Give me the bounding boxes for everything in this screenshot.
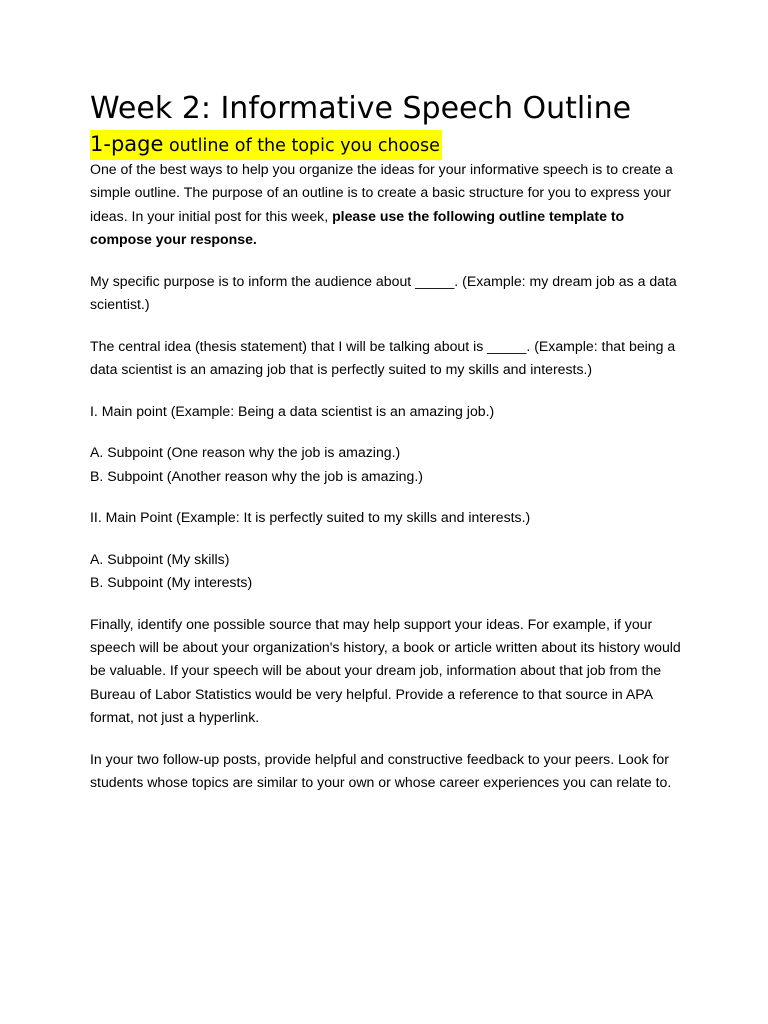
- spacer: [90, 595, 682, 613]
- page-title: Week 2: Informative Speech Outline: [90, 91, 632, 126]
- intro-paragraph: [90, 158, 682, 251]
- spacer: [90, 530, 682, 548]
- spacer: [90, 729, 682, 747]
- spacer: [90, 251, 682, 269]
- document-page: [90, 88, 682, 794]
- subpoint-2b: B. Subpoint (My interests): [90, 574, 253, 591]
- main-point-2: II. Main Point (Example: It is perfectly suited to my skills and interests.): [90, 509, 531, 526]
- intro-bold-text: please use the following outline template to compose your response.: [90, 207, 625, 247]
- spacer: [90, 316, 682, 334]
- subpoint-1a: A. Subpoint (One reason why the job is amazing.): [90, 444, 401, 461]
- spacer: [90, 488, 682, 506]
- spacer: [90, 423, 682, 441]
- subpoint-1b: B. Subpoint (Another reason why the job is amazing.): [90, 467, 423, 484]
- central-idea-paragraph: The central idea (thesis statement) that I will be talking about is _____. (Example: that being a data scientist is an amazing job that is perfectly suited to my skills and interests.): [90, 337, 676, 377]
- subtitle-line: [90, 130, 682, 158]
- subpoint-2a: A. Subpoint (My skills): [90, 550, 230, 567]
- specific-purpose-paragraph: My specific purpose is to inform the audience about _____. (Example: my dream job as a data scientist.): [90, 272, 677, 312]
- main-point-1: I. Main point (Example: Being a data scientist is an amazing job.): [90, 402, 495, 419]
- spacer: [90, 381, 682, 399]
- highlighted-subtitle: [90, 130, 442, 160]
- followup-paragraph: In your two follow-up posts, provide helpful and constructive feedback to your peers. Look for students whose topics are similar to your own or whose career experiences you can relate to.: [90, 750, 672, 791]
- subtitle-lead: 1-page: [90, 132, 164, 156]
- source-paragraph: Finally, identify one possible source that may help support your ideas. For example, if your speech will be about your organization's history, a book or article written about its history would be valuable. If your speech will be about your dream job, information about that job from the Bureau of Labor Statistics would be very helpful. Provide a reference to that source in APA format, not just a hyperlink.: [90, 615, 681, 726]
- intro-text: One of the best ways to help you organize the ideas for your informative speech is to create a simple outline. The purpose of an outline is to create a basic structure for you to express your ideas. In your initial post for this week,: [90, 161, 673, 224]
- subtitle-rest: outline of the topic you choose: [163, 136, 440, 156]
